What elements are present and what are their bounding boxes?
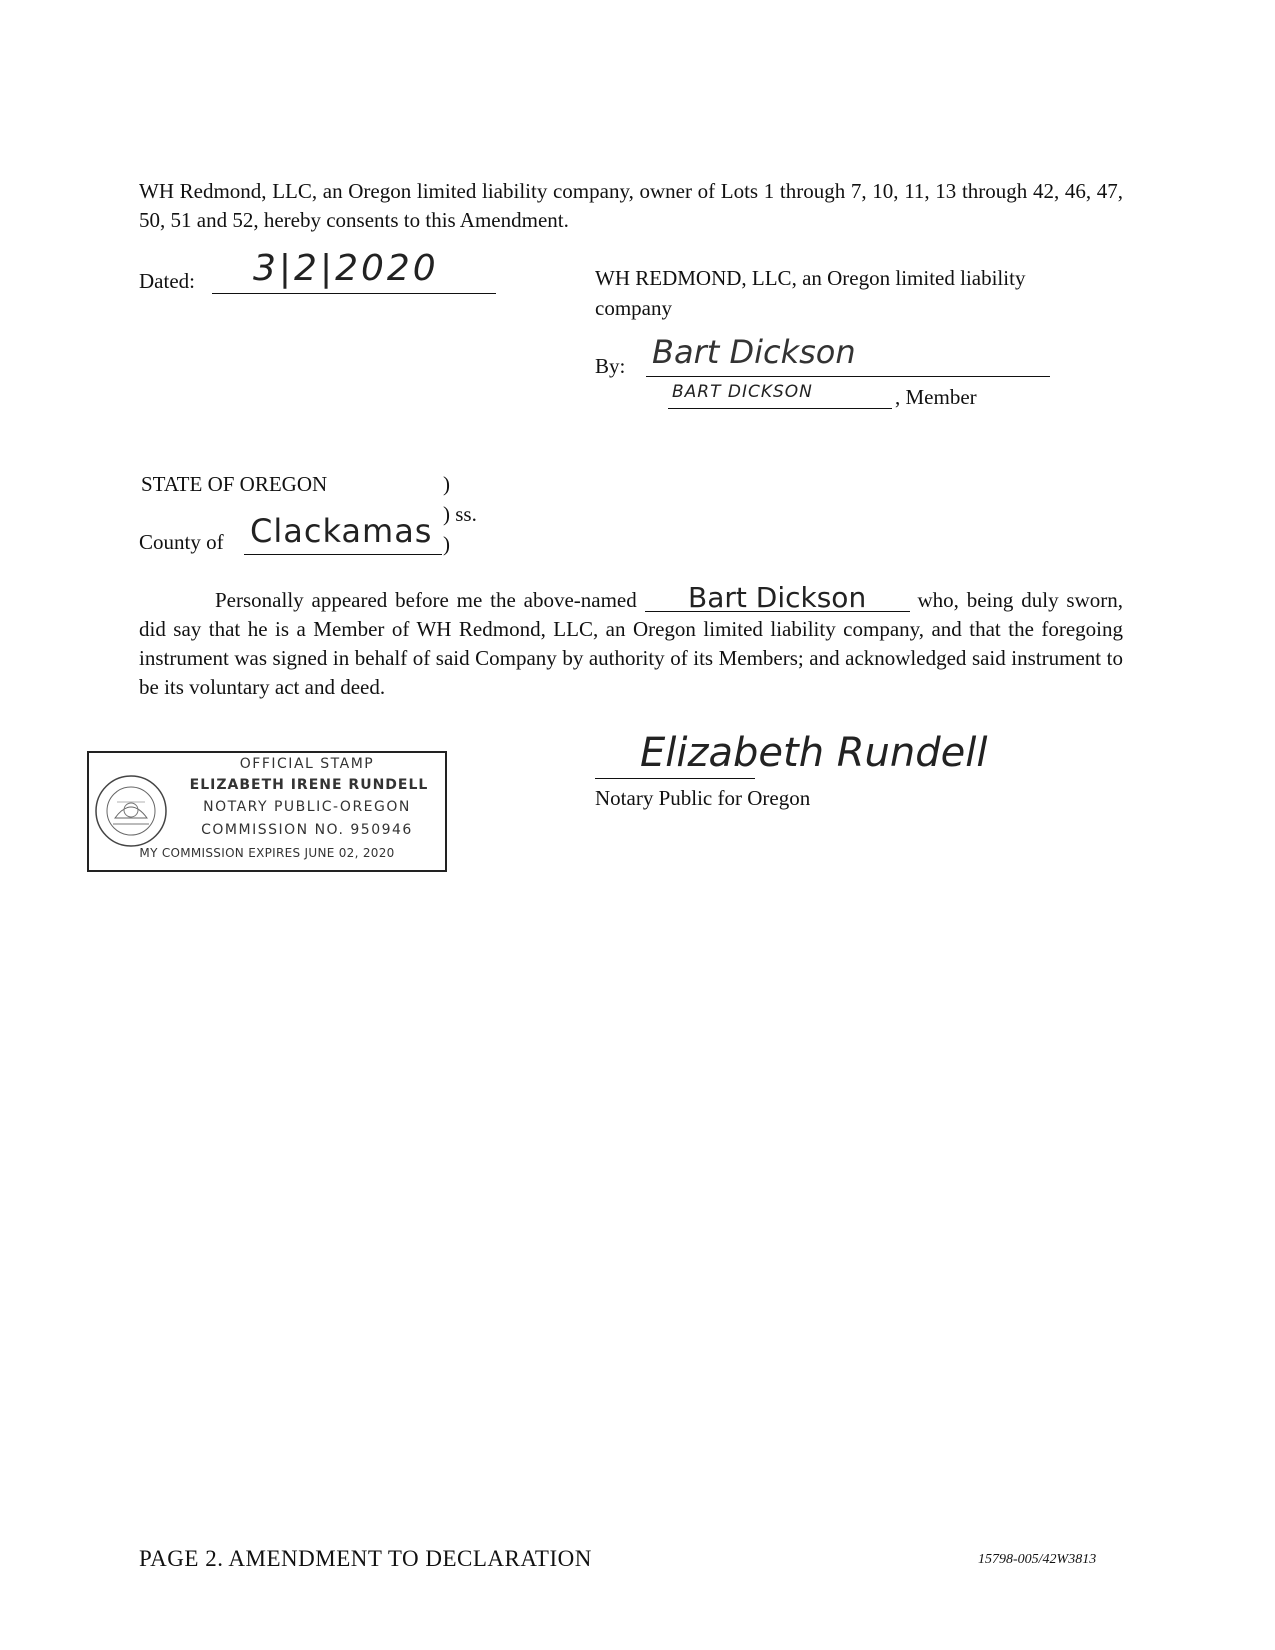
stamp-line-2: ELIZABETH IRENE RUNDELL: [189, 777, 429, 793]
county-value: Clackamas: [250, 512, 433, 550]
notary-signature: Elizabeth Rundell: [640, 730, 988, 776]
stamp-line-4: COMMISSION NO. 950946: [201, 822, 413, 838]
dated-label: Dated:: [139, 269, 195, 293]
by-label: By:: [595, 354, 626, 378]
document-number: 15798-005/42W3813: [978, 1552, 1097, 1567]
page-footer-label: PAGE 2. AMENDMENT TO DECLARATION: [139, 1546, 592, 1571]
county-label: County of: [139, 530, 224, 554]
stamp-line-1: OFFICIAL STAMP: [239, 756, 375, 772]
stamp-line-5: MY COMMISSION EXPIRES JUNE 02, 2020: [139, 846, 395, 860]
venue-ss: ) ss.: [443, 502, 477, 526]
stamp-line-3: NOTARY PUBLIC-OREGON: [203, 799, 411, 815]
member-signature: Bart Dickson: [652, 333, 856, 371]
state-venue: STATE OF OREGON: [141, 472, 328, 496]
company-name-line2: company: [595, 296, 672, 320]
consent-paragraph: WH Redmond, LLC, an Oregon limited liability company, owner of Lots 1 through 7, 10, 11, 13 through 42, 46, 47, 50, 51 and 52, hereby consents to this Amendment.: [139, 179, 1123, 232]
member-title: , Member: [895, 385, 977, 409]
dated-value: 3|2|2020: [253, 248, 439, 289]
named-person: Bart Dickson: [645, 585, 910, 612]
acknowledgment-part1: Personally appeared before me the above-named: [215, 588, 637, 612]
printed-name: BART DICKSON: [672, 382, 813, 402]
state-seal-icon: [93, 766, 169, 856]
acknowledgment-part2: who, being duly sworn, did say that he is a Member of WH Redmond, LLC, an Oregon limited liability company, and that the foregoing instrument was signed in behalf of said Company by authority of its Members; and acknowledged said instrument to be its voluntary act and deed.: [139, 588, 1124, 699]
notary-stamp: [87, 751, 447, 872]
acknowledgment-paragraph: [139, 581, 1124, 702]
venue-paren-3: ): [443, 532, 450, 556]
notary-label: Notary Public for Oregon: [595, 786, 811, 810]
venue-paren-1: ): [443, 472, 450, 496]
company-name-line1: WH REDMOND, LLC, an Oregon limited liability: [595, 266, 1026, 290]
